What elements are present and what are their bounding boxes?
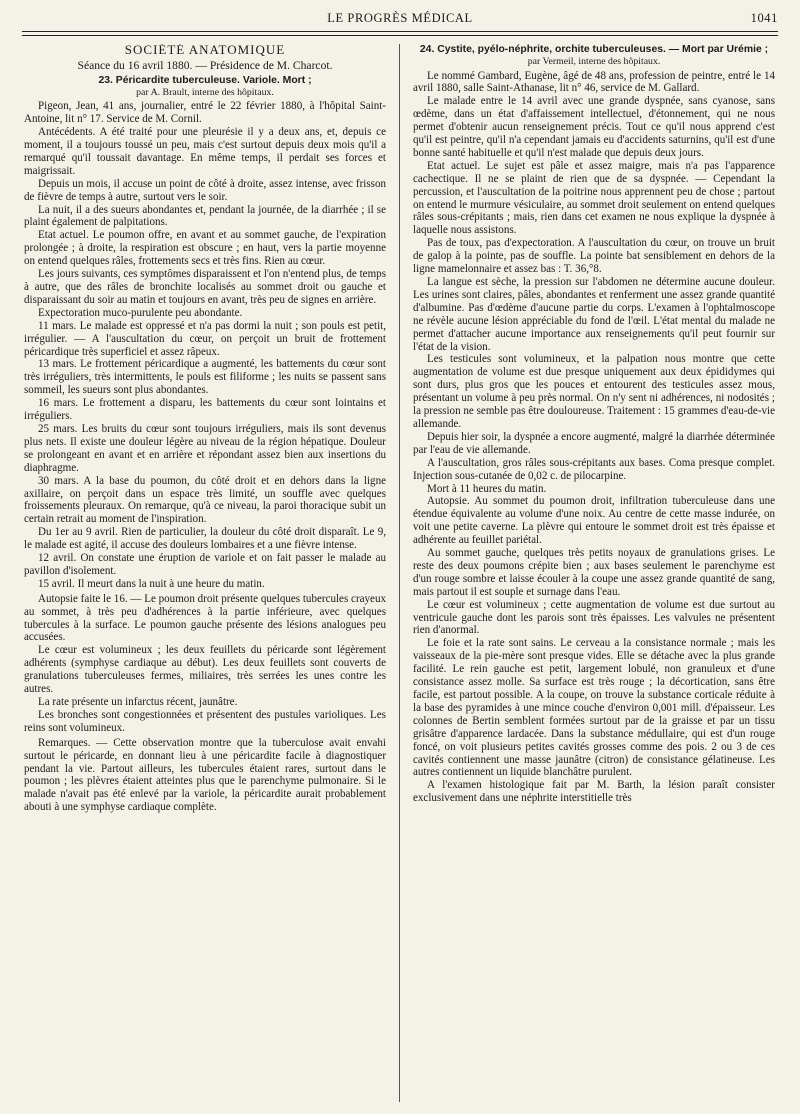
header-rule-thin <box>22 35 778 36</box>
paragraph: Le cœur est volumineux ; cette augmentation de volume est due surtout au ventricule gauche dont les parois sont très épaisses. Les valvules ne présentent rien d'anormal. <box>413 598 775 637</box>
case-title: 24. Cystite, pyélo-néphrite, orchite tuberculeuses. — Mort par Urémie ; <box>419 44 769 55</box>
paragraph: 16 mars. Le frottement a disparu, les battements du cœur sont lointains et irréguliers. <box>24 397 386 423</box>
paragraph: Le cœur est volumineux ; les deux feuillets du péricarde sont légèrement adhérents (symphyse cardiaque au début). Les deux feuillets sont couverts de granulations tuberculeuses fermes, miliaires, très serrées les unes contre les autres. <box>24 644 386 696</box>
paragraph: Les bronches sont congestionnées et présentent des pustules varioliques. Les reins sont volumineux. <box>24 708 386 734</box>
paragraph: Le nommé Gambard, Eugène, âgé de 48 ans, profession de peintre, entré le 14 avril 1880, salle Saint-Athanase, lit n° 46, service de M. Gallard. <box>413 69 775 95</box>
paragraph: Les testicules sont volumineux, et la palpation nous montre que cette augmentation de volume est due presque uniquement aux deux épididymes qui sont durs, plus gros que les pouces et entourent des testicules assez mous, présentant un volume à peu près normal. On n'y sent ni adhérences, ni nodosités ; la pression ne semble pas être douloureuse. Traitement : 15 grammes d'eau-de-vie allemande. <box>413 353 775 430</box>
paragraph: Pas de toux, pas d'expectoration. A l'auscultation du cœur, on trouve un bruit de galop à la pointe, pas de souffle. La pointe bat sensiblement en dehors de la ligne mamelonnaire et assez bas : T. 36,°8. <box>413 237 775 276</box>
paragraph: Les jours suivants, ces symptômes disparaissent et l'on n'entend plus, de temps à autre, que des râles de bronchite localisés au sommet droit ou gauche et disparaissant du soir au matin et toujours en avant, très peu de signes en arrière. <box>24 268 386 306</box>
running-header <box>22 10 778 28</box>
paragraph: Pigeon, Jean, 41 ans, journalier, entré le 22 février 1880, à l'hôpital Saint-Antoine, lit n° 17. Service de M. Cornil. <box>24 100 386 126</box>
case-byline: par Vermeil, interne des hôpitaux. <box>527 56 661 67</box>
column-divider <box>399 44 400 1102</box>
paragraph: Etat actuel. Le poumon offre, en avant et au sommet gauche, de l'expiration prolongée ; à droite, la respiration est obscure ; en haut, vers la partie moyenne on entend quelques râles, frottements secs et très fins. Rien au cœur. <box>24 229 386 268</box>
paragraph: La rate présente un infarctus récent, jaunâtre. <box>38 696 238 708</box>
paragraph: Etat actuel. Le sujet est pâle et assez maigre, mais n'a pas l'apparence cachectique. Il ne se plaint de rien que de sa dyspnée. — Cependant la percussion, et l'auscultation de la poitrine nous apprennent peu de chose ; partout on entend le murmure vésiculaire, au sommet droit seulement on entend quelques râles sous-crépitants ; mais, rien dans cet examen ne nous explique la dyspnée à laquelle nous assistons. <box>413 159 775 237</box>
left-column <box>24 44 386 1104</box>
right-column <box>413 44 775 1104</box>
paragraph: Depuis un mois, il accuse un point de côté à droite, assez intense, avec frisson de fièvre de temps à autre, surtout vers le soir. <box>24 177 386 203</box>
paragraph: 30 mars. A la base du poumon, du côté droit et en dehors dans la ligne axillaire, on perçoit dans un espace très limité, un souffle avec quelques froissements pleuraux. On remarque, qu'à ce niveau, la paroi thoracique subit un certain retrait au moment de l'inspiration. <box>24 474 386 526</box>
paragraph: A l'auscultation, gros râles sous-crépitants aux bases. Coma presque complet. Injection sous-cutanée de 0,02 c. de pilocarpine. <box>413 456 775 482</box>
paragraph: 15 avril. Il meurt dans la nuit à une heure du matin. <box>38 577 265 590</box>
paragraph: A l'examen histologique fait par M. Barth, la lésion paraît consister exclusivement dans une néphrite interstitielle très <box>413 779 775 805</box>
journal-title: LE PROGRÈS MÉDICAL <box>327 11 473 25</box>
paragraph: Le malade entre le 14 avril avec une grande dyspnée, sans cyanose, sans œdème, dans un état d'affaissement intellectuel, d'étonnement, qui ne nous permet d'obtenir aucun renseignement précis. Tout ce qu'il nous apprend c'est qu'il est peintre, qu'il n'a cependant jamais eu d'accidents saturnins, qu'il est d'une bonne santé habituelle et qu'il n'est malade que depuis deux jours. <box>413 95 775 159</box>
paragraph: La nuit, il a des sueurs abondantes et, pendant la journée, de la diarrhée ; il se plaint également de palpitations. <box>24 203 386 229</box>
session-line: Séance du 16 avril 1880. — Présidence de M. Charcot. <box>77 58 333 72</box>
society-heading: SOCIÉTÉ ANATOMIQUE <box>124 44 286 57</box>
paragraph: Antécédents. A été traité pour une pleurésie il y a deux ans, et, depuis ce moment, il a toujours toussé un peu, mais c'est surtout depuis deux mois qu'il a remarqué qu'il toussait davantage. En même temps, il perdait ses forces et maigrissait. <box>24 126 386 177</box>
paragraph: Remarques. — Cette observation montre que la tuberculose avait envahi surtout le péricarde, en donnant lieu à une péricardite facile à diagnostiquer pendant la vie. Partout ailleurs, les tubercules étaient rares, surtout dans le poumon ; les plèvres étaient atteintes plus que le parenchyme pulmonaire. Si le malade n'avait pas été enlevé par la variole, la péricardite aurait probablement abouti à une symphyse cardiaque complète. <box>24 736 386 814</box>
paragraph: Autopsie faite le 16. — Le poumon droit présente quelques tubercules crayeux au sommet, à très peu d'adhérences à la partie inférieure, avec quelques tubercules à la surface. Le poumon gauche présente des lésions analogues peu accusées. <box>24 592 386 644</box>
paragraph: 11 mars. Le malade est oppressé et n'a pas dormi la nuit ; son pouls est petit, irrégulier. — A l'auscultation du cœur, on perçoit un bruit de frottement péricardique très superficiel et assez râpeux. <box>24 319 386 358</box>
paragraph: Autopsie. Au sommet du poumon droit, infiltration tuberculeuse dans une étendue équivalente au volume d'une noix. Au centre de cette masse indurée, on voit une petite caverne. La plèvre qui entoure le sommet droit est très épaisse et adhérente au feuillet pariétal. <box>413 495 775 547</box>
paragraph: Mort à 11 heures du matin. <box>427 482 547 495</box>
page-number: 1041 <box>750 11 778 25</box>
paragraph: 12 avril. On constate une éruption de variole et on fait passer le malade au pavillon d'isolement. <box>24 552 386 577</box>
paragraph: Au sommet gauche, quelques très petits noyaux de granulations grises. Le reste des deux poumons crépite bien ; aux bases seulement le parenchyme est d'un rouge sombre et laisse écouler à la coupe une assez grande quantité de sang, mais partout il est souple et surnage dans l'eau. <box>413 547 775 598</box>
case-byline: par A. Brault, interne des hôpitaux. <box>136 86 274 98</box>
paragraph: Le foie et la rate sont sains. Le cerveau a la consistance normale ; mais les vaisseaux de la pie-mère sont presque vides. Elle se détache avec la plus grande facilité. Le rein gauche est petit, largement lobulé, non granuleux et d'une consistance assez molle. Sa surface est très rouge ; la décortication, sans être facile, est partout possible. A la coupe, on trouve la substance corticale réduite à la base des pyramides à une mince couche d'environ 0,001 mill. d'épaisseur. Les colonnes de Bertin semblent formées surtout par de la graisse et par un tissu grisâtre d'apparence lardacée. Dans la substance médullaire, qui est d'un rouge foncé, on voit plusieurs petites cavités grosses comme des pois. 2 ou 3 de ces cavités contiennent une masse jaunâtre (citron) de consistance gélatineuse. Les autres contiennent un liquide blanchâtre purulent. <box>413 637 775 779</box>
case-title: 23. Péricardite tuberculeuse. Variole. Mort ; <box>98 74 312 86</box>
paragraph: La langue est sèche, la pression sur l'abdomen ne détermine aucune douleur. Les urines sont claires, pâles, abondantes et renferment une assez grande quantité d'albumine. Pas d'œdème d'aucune partie du corps. L'examen à l'ophtalmoscope ne révèle aucune lésion appréciable du fond de l'œil. L'état mental du malade ne permet d'attacher aucune importance aux renseignements qu'il peut fournir sur l'état de la vision. <box>413 276 775 353</box>
paragraph: 25 mars. Les bruits du cœur sont toujours irréguliers, mais ils sont devenus plus nets. Il existe une douleur légère au niveau de la région hépatique. Douleur se prolongeant en avant et en arrière et répondant assez bien aux insertions du diaphragme. <box>24 422 386 474</box>
paragraph: Depuis hier soir, la dyspnée a encore augmenté, malgré la diarrhée déterminée par l'eau de vie allemande. <box>413 430 775 456</box>
header-rule <box>22 31 778 32</box>
paragraph: Du 1er au 9 avril. Rien de particulier, la douleur du côté droit disparaît. Le 9, le malade est agité, il accuse des douleurs lombaires et a une fièvre intense. <box>24 526 386 552</box>
paragraph: Expectoration muco-purulente peu abondante. <box>38 306 243 319</box>
paragraph: 13 mars. Le frottement péricardique a augmenté, les battements du cœur sont très irréguliers, très intermittents, le pouls est filiforme ; les nuits se passent sans sommeil, les sueurs sont plus abondantes. <box>24 358 386 397</box>
